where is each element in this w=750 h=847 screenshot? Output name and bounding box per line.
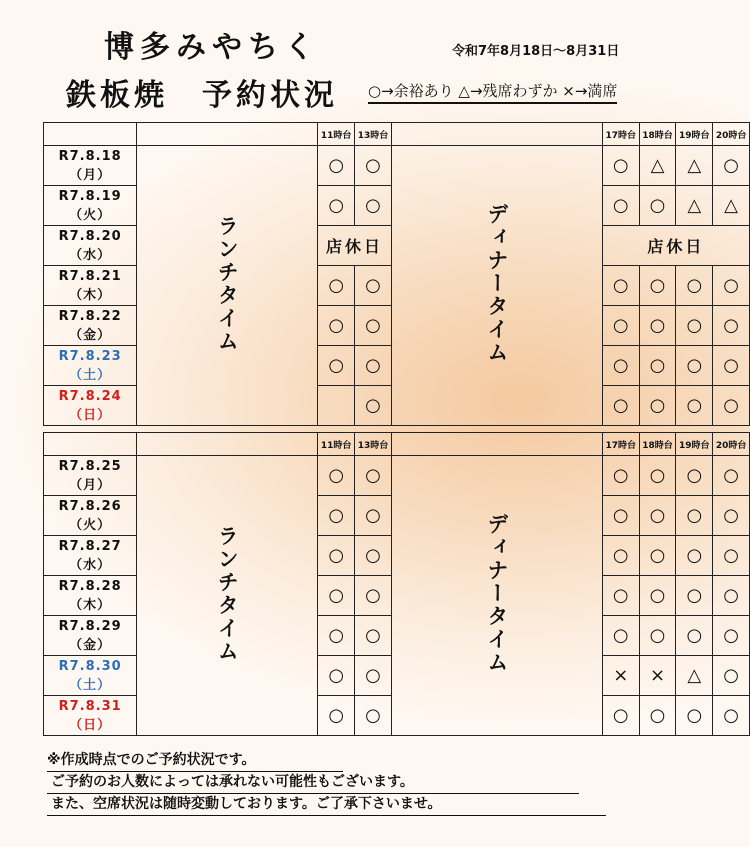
availability-mark: ○ (676, 386, 713, 426)
time-slot-header: 11時台 (318, 433, 355, 456)
availability-mark: ○ (602, 576, 639, 616)
availability-mark: ○ (318, 656, 355, 696)
availability-mark: ○ (318, 536, 355, 576)
availability-mark: ○ (355, 576, 392, 616)
availability-mark: ○ (639, 536, 676, 576)
note-line: ご予約のお人数によっては承れない可能性もございます。 (47, 772, 579, 794)
availability-mark: ○ (602, 346, 639, 386)
availability-mark: ○ (602, 696, 639, 736)
availability-mark (318, 386, 355, 426)
availability-mark: ○ (676, 496, 713, 536)
availability-mark: ○ (676, 456, 713, 496)
availability-mark: ○ (318, 266, 355, 306)
availability-mark: ○ (639, 616, 676, 656)
availability-mark: ○ (602, 186, 639, 226)
availability-mark: ○ (713, 616, 750, 656)
time-slot-header: 13時台 (355, 433, 392, 456)
time-slot-header: 17時台 (602, 433, 639, 456)
date-cell: R7.8.19（火） (44, 186, 137, 226)
availability-mark: ○ (602, 536, 639, 576)
availability-mark: ○ (676, 536, 713, 576)
availability-mark: ○ (639, 496, 676, 536)
availability-mark: ○ (713, 306, 750, 346)
availability-mark: × (639, 656, 676, 696)
availability-mark: ○ (676, 306, 713, 346)
availability-mark: ○ (355, 346, 392, 386)
availability-mark: ○ (639, 576, 676, 616)
availability-mark: ○ (639, 386, 676, 426)
availability-mark: ○ (713, 656, 750, 696)
availability-mark: ○ (713, 696, 750, 736)
time-slot-header: 20時台 (713, 433, 750, 456)
availability-mark: △ (676, 146, 713, 186)
lunch-time-label (137, 146, 318, 426)
dinner-label-header-cell (391, 123, 602, 146)
status-legend: ○→余裕あり △→残席わずか ×→満席 (368, 80, 617, 104)
availability-mark: ○ (355, 616, 392, 656)
availability-mark: ○ (602, 146, 639, 186)
reservation-table-week1 (43, 122, 750, 426)
availability-mark: ○ (713, 456, 750, 496)
availability-mark: ○ (713, 386, 750, 426)
time-slot-header: 20時台 (713, 123, 750, 146)
availability-mark: ○ (639, 186, 676, 226)
availability-mark: ○ (676, 266, 713, 306)
availability-mark: ○ (318, 346, 355, 386)
date-cell: R7.8.23（土） (44, 346, 137, 386)
availability-mark: ○ (318, 306, 355, 346)
page-title: 鉄板焼 予約状況 (66, 78, 338, 113)
table-row (44, 456, 750, 496)
availability-mark: ○ (639, 346, 676, 386)
availability-mark: ○ (318, 496, 355, 536)
note-line: ※作成時点でのご予約状況です。 (47, 750, 343, 772)
availability-mark: △ (676, 656, 713, 696)
availability-mark: ○ (676, 346, 713, 386)
dinner-label-header-cell (391, 433, 602, 456)
availability-mark: × (602, 656, 639, 696)
availability-mark: ○ (318, 696, 355, 736)
date-cell: R7.8.22（金） (44, 306, 137, 346)
lunch-label-header-cell (137, 123, 318, 146)
availability-mark: △ (676, 186, 713, 226)
availability-mark: ○ (713, 266, 750, 306)
availability-mark: △ (713, 186, 750, 226)
notes (47, 750, 606, 816)
date-cell: R7.8.31（日） (44, 696, 137, 736)
availability-mark: ○ (713, 536, 750, 576)
availability-mark: ○ (602, 496, 639, 536)
availability-mark: ○ (355, 266, 392, 306)
availability-mark: △ (639, 146, 676, 186)
date-cell: R7.8.20（水） (44, 226, 137, 266)
restaurant-title: 博多みやちく (104, 30, 320, 65)
time-slot-header: 13時台 (355, 123, 392, 146)
availability-mark: ○ (318, 146, 355, 186)
availability-mark: ○ (602, 616, 639, 656)
dinner-time-label-text: ディナータイム (484, 203, 510, 364)
time-slot-header: 17時台 (602, 123, 639, 146)
availability-mark: ○ (355, 496, 392, 536)
dinner-time-label (391, 146, 602, 426)
availability-mark: ○ (355, 656, 392, 696)
date-cell: R7.8.29（金） (44, 616, 137, 656)
reservation-table-week2 (43, 432, 750, 736)
availability-mark: ○ (602, 306, 639, 346)
availability-mark: ○ (639, 266, 676, 306)
availability-mark: ○ (355, 306, 392, 346)
availability-mark: ○ (676, 616, 713, 656)
date-cell: R7.8.18（月） (44, 146, 137, 186)
lunch-label-header-cell (137, 433, 318, 456)
availability-mark: ○ (639, 456, 676, 496)
time-slot-header: 19時台 (676, 123, 713, 146)
availability-mark: ○ (355, 386, 392, 426)
availability-mark: ○ (639, 696, 676, 736)
lunch-time-label-text: ランチタイム (215, 214, 241, 353)
availability-mark: ○ (713, 146, 750, 186)
availability-mark: ○ (602, 386, 639, 426)
availability-mark: ○ (318, 616, 355, 656)
date-cell: R7.8.28（木） (44, 576, 137, 616)
time-slot-header: 18時台 (639, 123, 676, 146)
dinner-time-label (391, 456, 602, 736)
period-text: 令和7年8月18日～8月31日 (452, 44, 620, 59)
availability-mark: ○ (355, 536, 392, 576)
availability-mark: ○ (318, 456, 355, 496)
availability-mark: ○ (355, 146, 392, 186)
availability-mark: ○ (355, 186, 392, 226)
availability-mark: ○ (713, 496, 750, 536)
availability-mark: ○ (639, 306, 676, 346)
note-line: また、空席状況は随時変動しております。ご了承下さいませ。 (47, 794, 606, 816)
lunch-time-label (137, 456, 318, 736)
availability-mark: ○ (713, 346, 750, 386)
closed-day-cell: 店休日 (602, 226, 749, 266)
table-row (44, 146, 750, 186)
availability-mark: ○ (676, 576, 713, 616)
closed-day-cell: 店休日 (318, 226, 392, 266)
availability-mark: ○ (602, 266, 639, 306)
availability-mark: ○ (318, 576, 355, 616)
availability-mark: ○ (355, 456, 392, 496)
date-header-cell (44, 433, 137, 456)
lunch-time-label-text: ランチタイム (215, 524, 241, 663)
availability-mark: ○ (355, 696, 392, 736)
date-cell: R7.8.26（火） (44, 496, 137, 536)
date-cell: R7.8.24（日） (44, 386, 137, 426)
time-slot-header: 11時台 (318, 123, 355, 146)
availability-mark: ○ (713, 576, 750, 616)
availability-mark: ○ (318, 186, 355, 226)
time-slot-header: 19時台 (676, 433, 713, 456)
dinner-time-label-text: ディナータイム (484, 513, 510, 674)
availability-mark: ○ (602, 456, 639, 496)
date-cell: R7.8.25（月） (44, 456, 137, 496)
date-cell: R7.8.27（水） (44, 536, 137, 576)
time-slot-header: 18時台 (639, 433, 676, 456)
date-cell: R7.8.30（土） (44, 656, 137, 696)
date-header-cell (44, 123, 137, 146)
date-cell: R7.8.21（木） (44, 266, 137, 306)
availability-mark: ○ (676, 696, 713, 736)
